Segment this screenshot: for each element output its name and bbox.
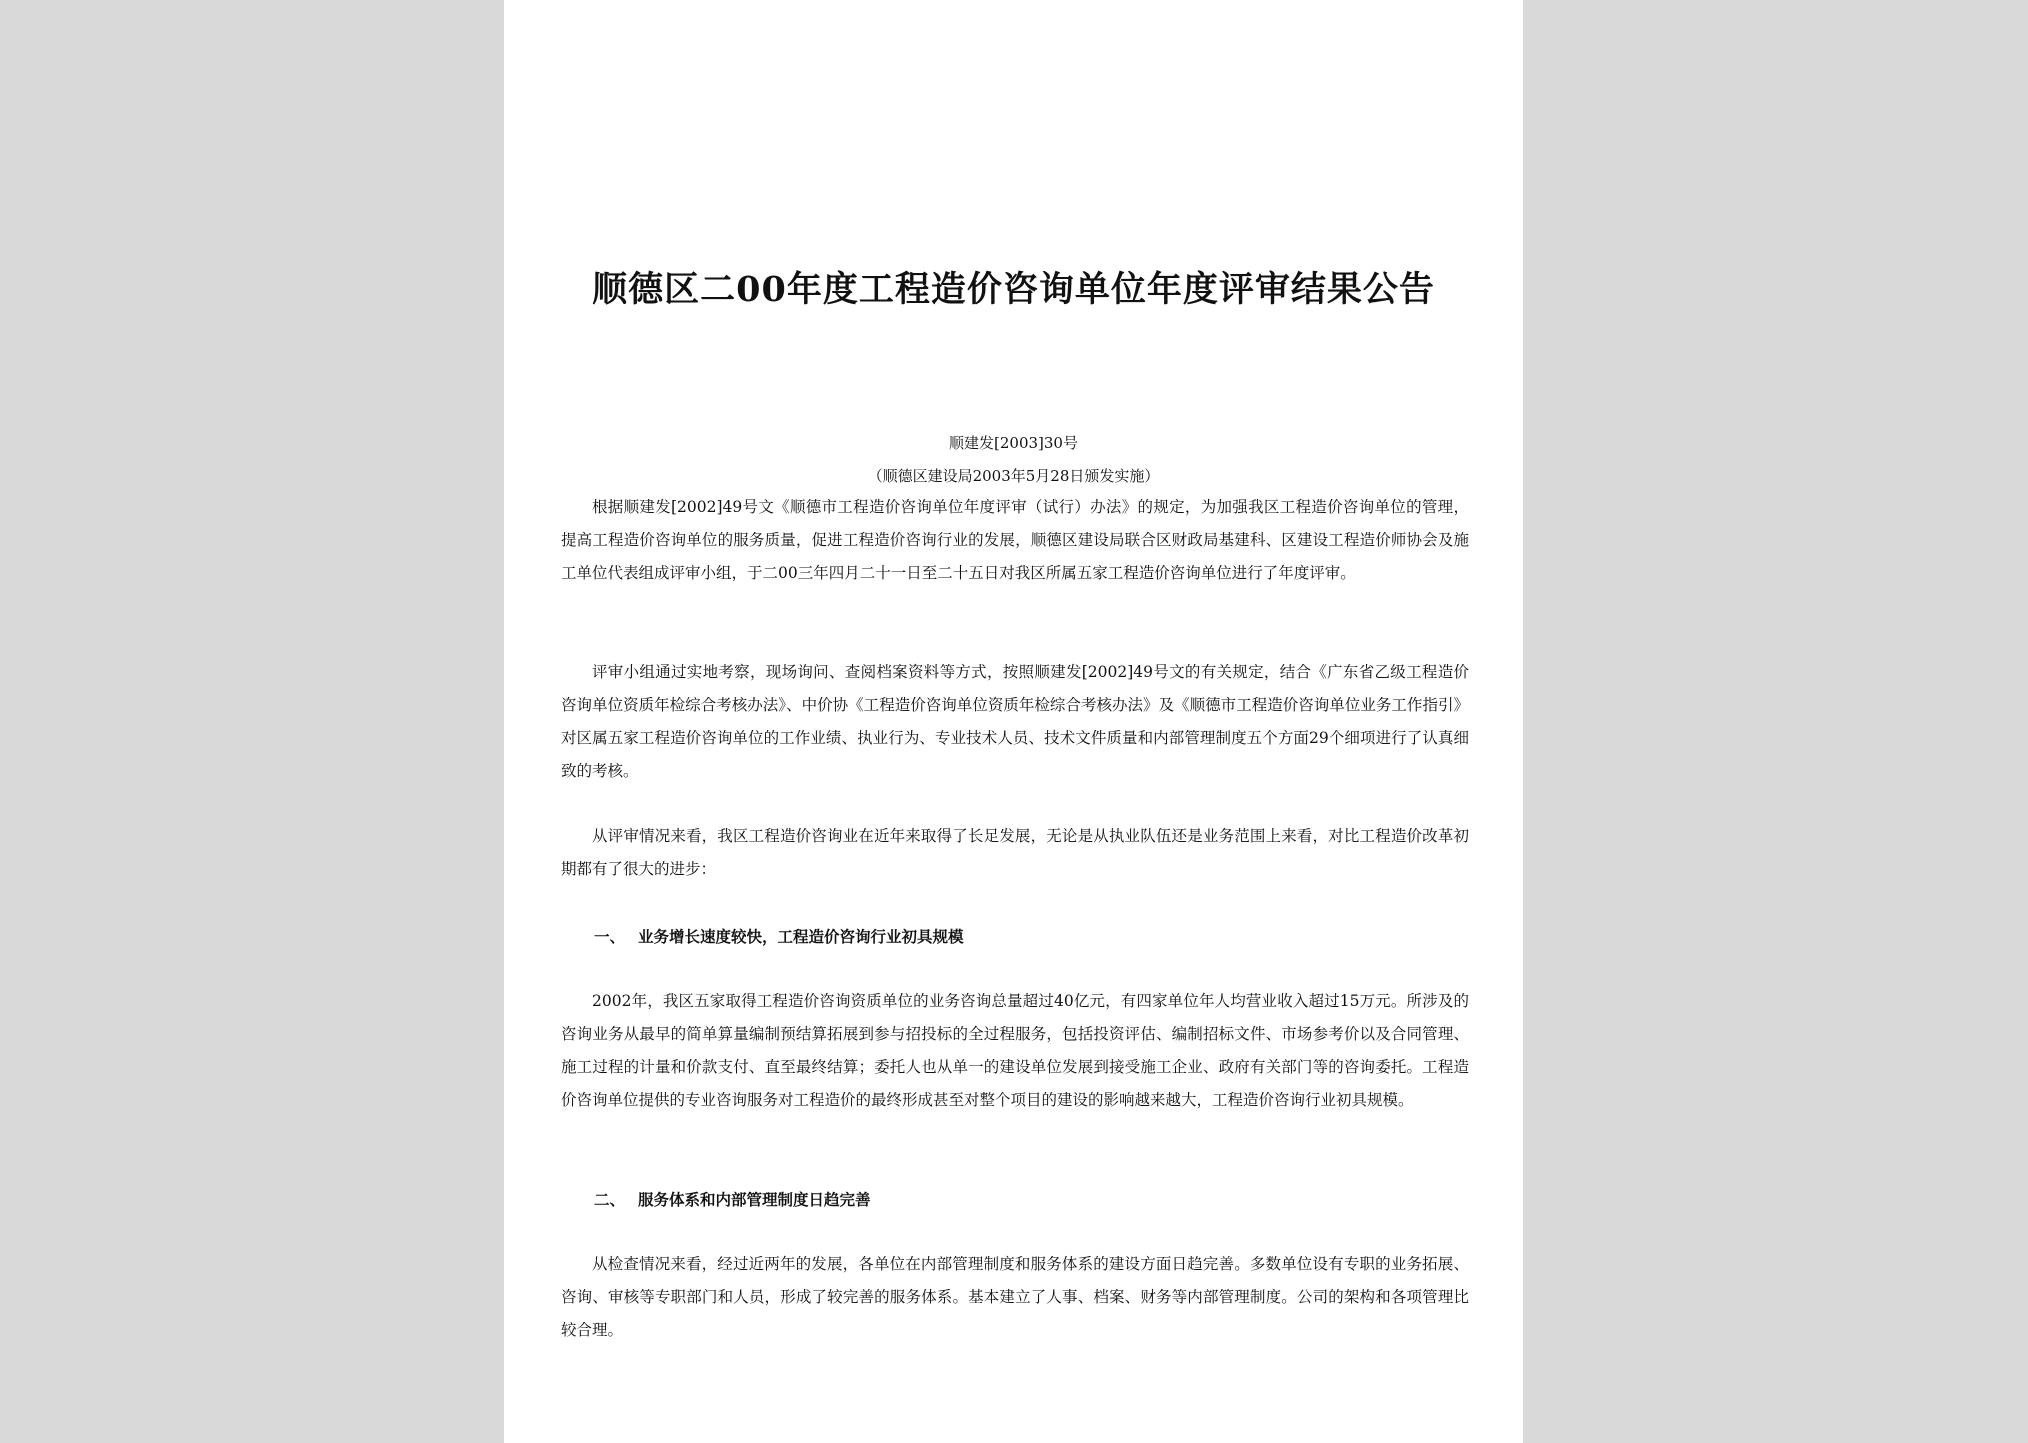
body-paragraph: 评审小组通过实地考察，现场询问、查阅档案资料等方式，按照顺建发[2002]49号文的有关规定，结合《广东省乙级工程造价咨询单位资质年检综合考核办法》、中价协《工程造价咨询单位资质年检综合考核办法》及《顺德市工程造价咨询单位业务工作指引》对区属五家工程造价咨询单位的工作业绩、执业行为、专业技术人员、技术文件质量和内部管理制度五个方面29个细项进行了认真细致的考核。 — [561, 663, 1469, 780]
section-heading-text: 服务体系和内部管理制度日趋完善 — [638, 1190, 871, 1209]
section-heading — [594, 1183, 871, 1216]
section-number: 一、 — [594, 927, 626, 946]
issue-note: （顺德区建设局2003年5月28日颁发实施） — [867, 467, 1160, 485]
body-paragraph: 从检查情况来看，经过近两年的发展，各单位在内部管理制度和服务体系的建设方面日趋完善。多数单位设有专职的业务拓展、咨询、审核等专职部门和人员，形成了较完善的服务体系。基本建立了人事、档案、财务等内部管理制度。公司的架构和各项管理比较合理。 — [561, 1255, 1469, 1339]
document-number: 顺建发[2003]30号 — [949, 434, 1078, 452]
section-heading-text: 业务增长速度较快，工程造价咨询行业初具规模 — [638, 927, 964, 946]
body-paragraph: 根据顺建发[2002]49号文《顺德市工程造价咨询单位年度评审（试行）办法》的规定，为加强我区工程造价咨询单位的管理，提高工程造价咨询单位的服务质量，促进工程造价咨询行业的发展，顺德区建设局联合区财政局基建科、区建设工程造价师协会及施工单位代表组成评审小组，于二00三年四月二十一日至二十五日对我区所属五家工程造价咨询单位进行了年度评审。 — [561, 498, 1469, 582]
document-page — [504, 0, 1523, 1443]
body-paragraph: 2002年，我区五家取得工程造价咨询资质单位的业务咨询总量超过40亿元，有四家单位年人均营业收入超过15万元。所涉及的咨询业务从最早的简单算量编制预结算拓展到参与招投标的全过程服务，包括投资评估、编制招标文件、市场参考价以及合同管理、施工过程的计量和价款支付、直至最终结算；委托人也从单一的建设单位发展到接受施工企业、政府有关部门等的咨询委托。工程造价咨询单位提供的专业咨询服务对工程造价的最终形成甚至对整个项目的建设的影响越来越大，工程造价咨询行业初具规模。 — [561, 992, 1469, 1109]
section-number: 二、 — [594, 1190, 626, 1209]
body-paragraph: 从评审情况来看，我区工程造价咨询业在近年来取得了长足发展，无论是从执业队伍还是业务范围上来看，对比工程造价改革初期都有了很大的进步： — [561, 827, 1469, 878]
section-heading — [594, 920, 964, 953]
document-title: 顺德区二00年度工程造价咨询单位年度评审结果公告 — [592, 269, 1435, 310]
